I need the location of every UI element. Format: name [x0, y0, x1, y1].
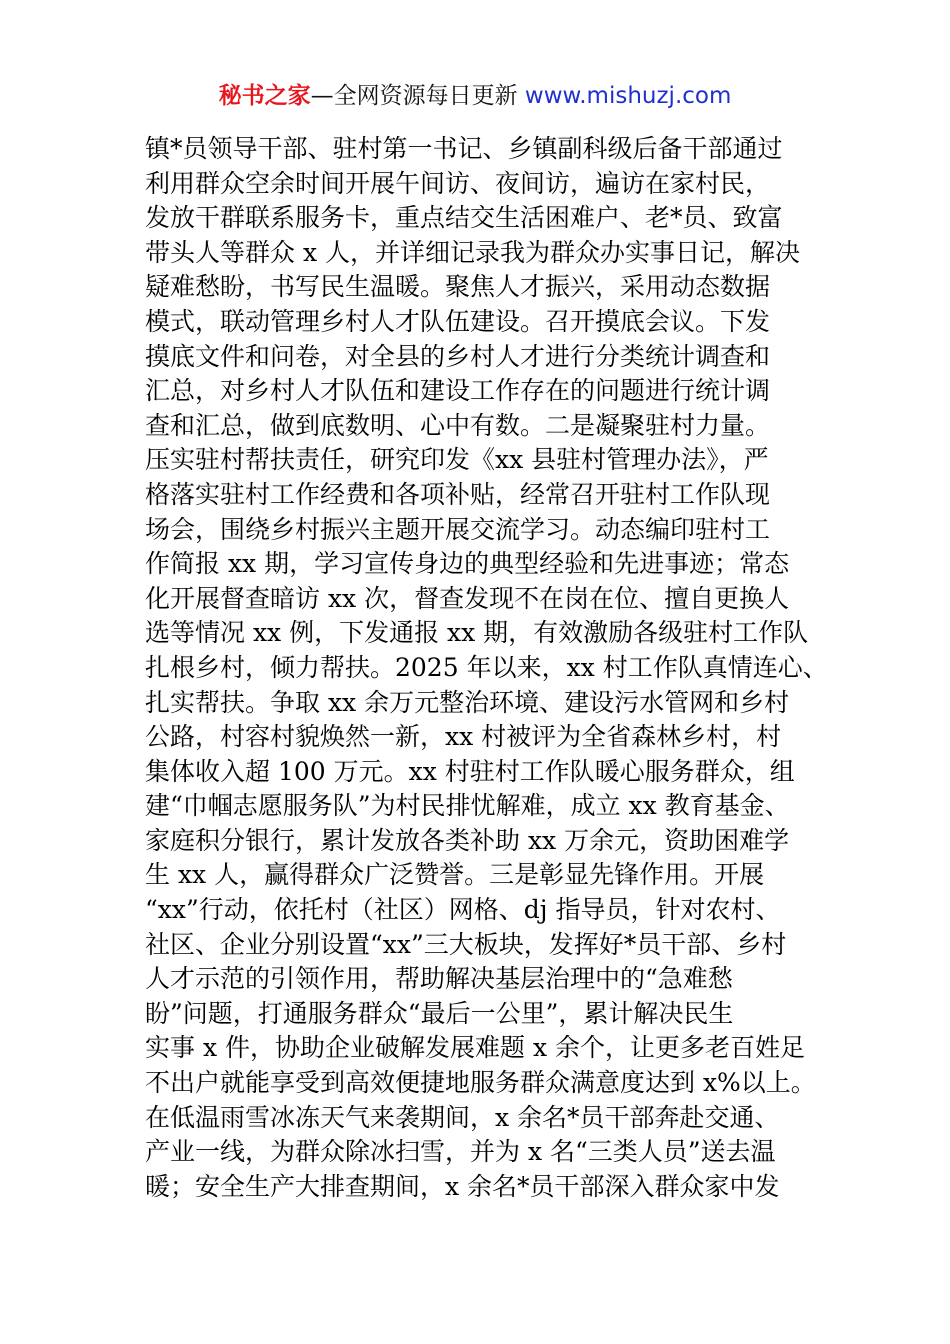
header-tagline: —全网资源每日更新: [310, 83, 525, 109]
brand-name: 秘书之家: [218, 83, 311, 109]
text-line: 利用群众空余时间开展午间访、夜间访，遍访在家村民，: [145, 168, 771, 198]
text-line: 作简报 xx 期，学习宣传身边的典型经验和先进事迹；常态: [145, 549, 790, 579]
text-line: 压实驻村帮扶责任，研究印发《xx 县驻村管理办法》，严: [145, 445, 769, 475]
text-line: 选等情况 xx 例，下发通报 xx 期，有效激励各级驻村工作队: [145, 618, 809, 648]
text-line: 生 xx 人，赢得群众广泛赞誉。三是彰显先锋作用。开展: [145, 860, 765, 890]
text-line: 查和汇总，做到底数明、心中有数。二是凝聚驻村力量。: [145, 410, 771, 440]
text-line: 暖；安全生产大排查期间，x 余名*员干部深入群众家中发: [145, 1171, 780, 1201]
text-line: 带头人等群众 x 人，并详细记录我为群众办实事日记，解决: [145, 237, 800, 267]
text-line: 疑难愁盼，书写民生温暖。聚焦人才振兴，采用动态数据: [145, 272, 771, 302]
text-line: 集体收入超 100 万元。xx 村驻村工作队暖心服务群众，组: [145, 756, 795, 786]
text-line: 汇总，对乡村人才队伍和建设工作存在的问题进行统计调: [145, 376, 771, 406]
text-line: 镇*员领导干部、驻村第一书记、乡镇副科级后备干部通过: [145, 134, 783, 163]
text-line: 家庭积分银行，累计发放各类补助 xx 万余元，资助困难学: [145, 825, 790, 855]
text-line: 摸底文件和问卷，对全县的乡村人才进行分类统计调查和: [145, 341, 771, 371]
site-url-link[interactable]: www.mishuzj.com: [524, 83, 732, 109]
text-line: 模式，联动管理乡村人才队伍建设。召开摸底会议。下发: [145, 306, 771, 336]
text-line: 实事 x 件，协助企业破解发展难题 x 余个，让更多老百姓足: [145, 1033, 805, 1063]
text-line: 不出户就能享受到高效便捷地服务群众满意度达到 x%以上。: [145, 1068, 816, 1098]
site-header: [0, 80, 950, 112]
text-line: 人才示范的引领作用，帮助解决基层治理中的“急难愁: [145, 964, 733, 994]
text-line: 发放干群联系服务卡，重点结交生活困难户、老*员、致富: [145, 203, 783, 233]
text-line: 建“巾帼志愿服务队”为村民排忧解难，成立 xx 教育基金、: [145, 791, 790, 821]
text-line: 化开展督查暗访 xx 次，督查发现不在岗在位、擅自更换人: [145, 583, 790, 613]
document-body: [145, 132, 828, 1204]
text-line: 社区、企业分别设置“xx”三大板块，发挥好*员干部、乡村: [145, 929, 787, 959]
text-line: “xx”行动，依托村（社区）网格、dj 指导员，针对农村、: [145, 895, 781, 925]
text-line: 场会，围绕乡村振兴主题开展交流学习。动态编印驻村工: [145, 514, 771, 544]
text-line: 公路，村容村貌焕然一新，xx 村被评为全省森林乡村，村: [145, 722, 782, 752]
text-line: 盼”问题，打通服务群众“最后一公里”，累计解决民生: [145, 998, 734, 1028]
text-line: 扎根乡村，倾力帮扶。2025 年以来，xx 村工作队真情连心、: [145, 652, 828, 682]
text-line: 格落实驻村工作经费和各项补贴，经常召开驻村工作队现: [145, 479, 771, 509]
text-line: 扎实帮扶。争取 xx 余万元整治环境、建设污水管网和乡村: [145, 687, 790, 717]
text-line: 产业一线，为群众除冰扫雪，并为 x 名“三类人员”送去温: [145, 1137, 776, 1167]
text-line: 在低温雨雪冰冻天气来袭期间，x 余名*员干部奔赴交通、: [145, 1102, 780, 1132]
